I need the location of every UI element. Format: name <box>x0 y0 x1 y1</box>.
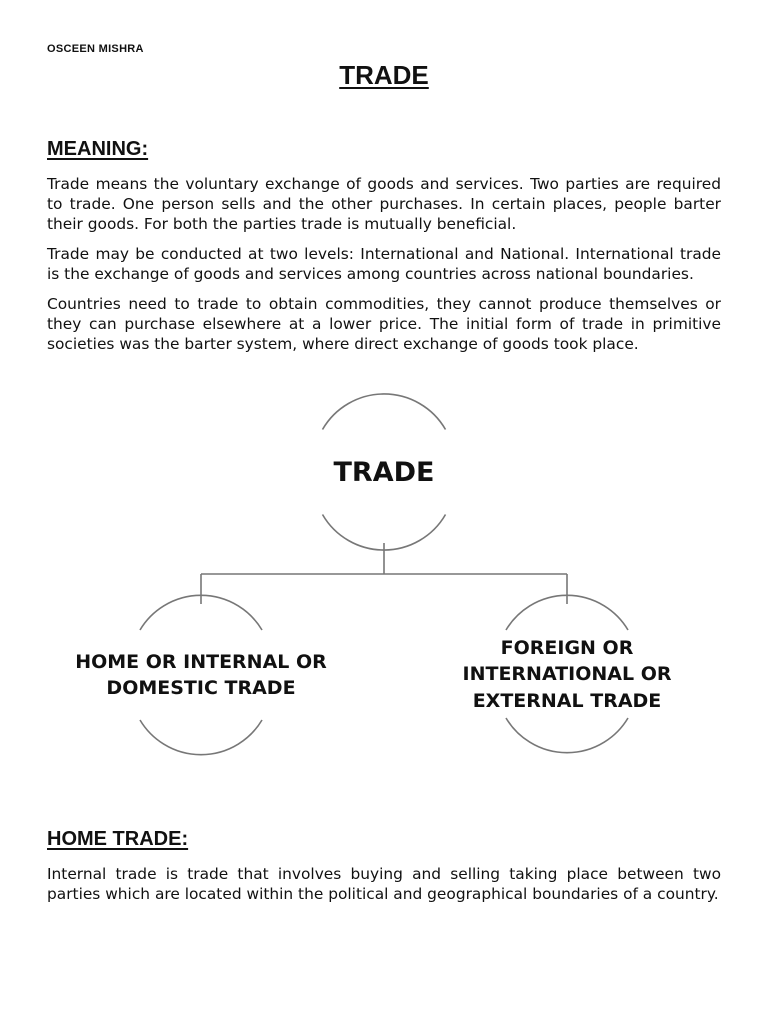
author-name: OSCEEN MISHRA <box>47 43 144 55</box>
right-node-label-line-1: FOREIGN OR <box>500 637 634 659</box>
left-node-label-line-1: HOME OR INTERNAL OR <box>75 651 327 673</box>
right-circle-bottom-arc <box>506 718 628 753</box>
root-circle-top-arc <box>323 394 446 430</box>
meaning-paragraph-3: Countries need to trade to obtain commodities, they cannot produce themselves or they can purchase elsewhere at a lower price. The initial form of trade in primitive societies was the barter system, where direct exchange of goods took place. <box>47 295 721 353</box>
meaning-heading: MEANING: <box>47 138 149 160</box>
root-node-label: TRADE <box>333 457 435 488</box>
left-node-label-line-2: DOMESTIC TRADE <box>106 677 296 699</box>
home-trade-paragraph: Internal trade is trade that involves buying and selling taking place between two parties which are located within the political and geographical boundaries of a country. <box>47 865 721 903</box>
right-node-label-line-2: INTERNATIONAL OR <box>462 663 672 685</box>
meaning-paragraph-2: Trade may be conducted at two levels: International and National. International trade is the exchange of goods and services among countries across national boundaries. <box>47 245 721 283</box>
home-trade-heading: HOME TRADE: <box>47 828 189 850</box>
page-title: TRADE <box>339 60 429 90</box>
right-node-label-line-3: EXTERNAL TRADE <box>472 690 662 712</box>
left-circle-bottom-arc <box>140 720 262 755</box>
meaning-paragraph-1: Trade means the voluntary exchange of goods and services. Two parties are required to trade. One person sells and the other purchases. In certain places, people barter their goods. For both the parties trade is mutually beneficial. <box>47 175 721 233</box>
